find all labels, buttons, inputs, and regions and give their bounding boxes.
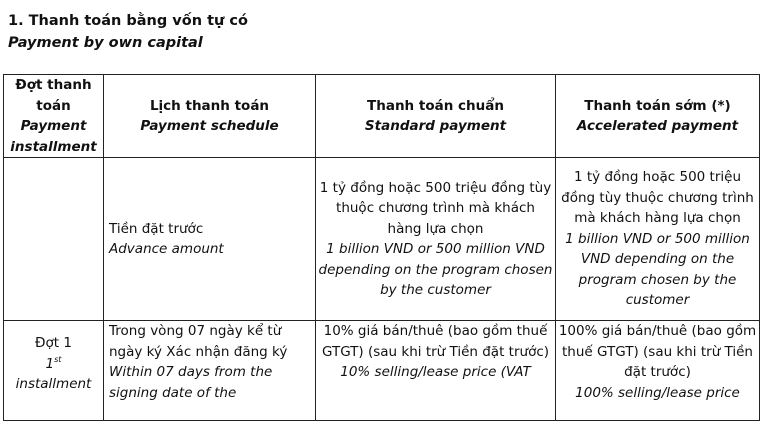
installment-1-num: 1 — [45, 355, 55, 372]
installment-1-accelerated-vi: 100% giá bán/thuê (bao gồm thuế GTGT) (sau khi trừ Tiền đặt trước) — [558, 323, 757, 380]
header-installment-vi: Đợt thanh toán — [15, 77, 92, 114]
installment-1-accelerated-cell — [556, 321, 760, 421]
installment-1-cell — [4, 321, 104, 421]
header-schedule-en: Payment schedule — [140, 118, 279, 134]
section-title-vi: 1. Thanh toán bằng vốn tự có — [8, 13, 248, 29]
header-accelerated — [556, 75, 760, 158]
deposit-standard-vi: 1 tỷ đồng hoặc 500 triệu đồng tùy thuộc chương trình mà khách hàng lựa chọn — [319, 179, 552, 237]
header-standard — [316, 75, 556, 158]
deposit-schedule-cell — [104, 158, 316, 321]
table-row — [4, 321, 760, 421]
deposit-installment-cell — [4, 158, 104, 321]
deposit-schedule-vi: Tiền đặt trước — [109, 220, 204, 237]
installment-1-standard-en: 10% selling/lease price (VAT — [340, 364, 531, 380]
section-title-en: Payment by own capital — [8, 35, 203, 51]
installment-1-sup: st — [54, 354, 62, 364]
deposit-accelerated-cell — [556, 158, 760, 321]
deposit-accelerated-en: 1 billion VND or 500 million VND depending on the program chosen by the customer — [565, 230, 750, 309]
section-heading — [8, 10, 248, 54]
header-row — [4, 75, 760, 158]
deposit-schedule-en: Advance amount — [109, 241, 224, 257]
installment-1-standard-cell — [316, 321, 556, 421]
installment-1-en: installment — [15, 376, 92, 392]
header-standard-vi: Thanh toán chuẩn — [367, 97, 504, 114]
installment-1-schedule-cell — [104, 321, 316, 421]
deposit-standard-en: 1 billion VND or 500 million VND depending on the program chosen by the customer — [318, 241, 553, 298]
header-installment — [4, 75, 104, 158]
table-row — [4, 158, 760, 321]
header-accelerated-vi: Thanh toán sớm (*) — [584, 97, 731, 114]
installment-1-vi: Đợt 1 — [35, 335, 72, 351]
header-installment-en: Payment installment — [10, 118, 97, 155]
payment-table — [3, 74, 760, 421]
header-schedule — [104, 75, 316, 158]
header-schedule-vi: Lịch thanh toán — [149, 97, 270, 114]
header-standard-en: Standard payment — [364, 118, 507, 134]
deposit-standard-cell — [316, 158, 556, 321]
installment-1-standard-vi: 10% giá bán/thuê (bao gồm thuế GTGT) (sau khi trừ Tiền đặt trước) — [321, 323, 550, 360]
header-accelerated-en: Accelerated payment — [576, 118, 739, 134]
installment-1-schedule-vi: Trong vòng 07 ngày kể từ ngày ký Xác nhận đăng ký — [109, 323, 288, 360]
installment-1-accelerated-en: 100% selling/lease price — [575, 384, 740, 401]
deposit-accelerated-vi: 1 tỷ đồng hoặc 500 triệu đồng tùy thuộc chương trình mà khách hàng lựa chọn — [561, 169, 754, 227]
installment-1-schedule-en: Within 07 days from the signing date of the — [109, 364, 273, 401]
